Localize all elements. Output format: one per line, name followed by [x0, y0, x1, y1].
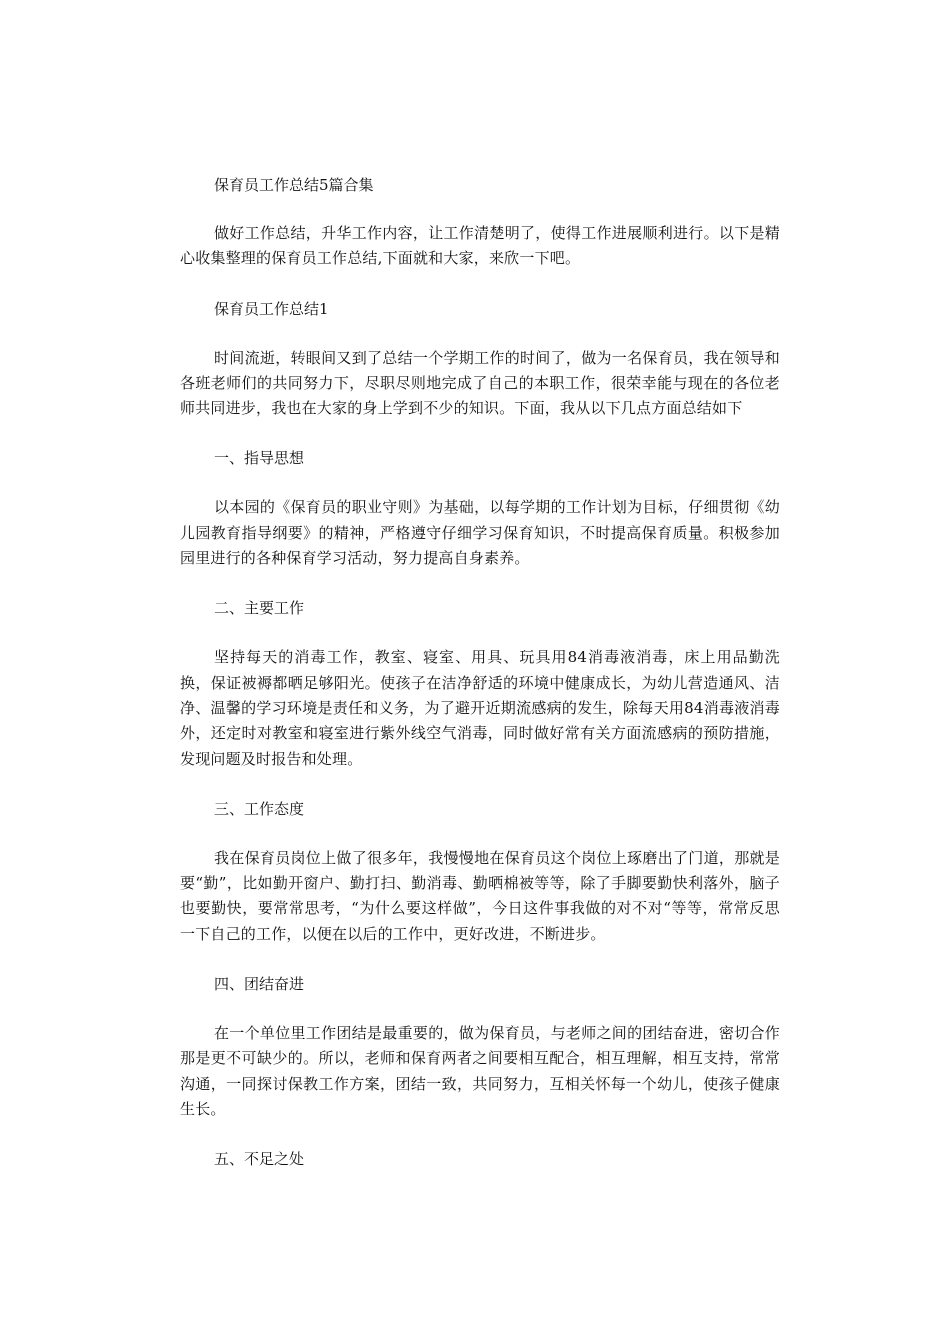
section-body-main-work: 坚持每天的消毒工作，教室、寝室、用具、玩具用84消毒液消毒，床上用品勤洗换，保证被褥都晒足够阳光。使孩子在洁净舒适的环境中健康成长，为幼儿营造通风、洁净、温馨的学习环境是责任和义务，为了避开近期流感病的发生，除每天用84消毒液消毒外，还定时对教室和寝室进行紫外线空气消毒，同时做好常有关方面流感病的预防措施，发现问题及时报告和处理。 [180, 648, 780, 768]
section-heading-shortcomings: 五、不足之处 [214, 1150, 305, 1169]
section-heading-main-work: 二、主要工作 [214, 599, 305, 618]
intro-paragraph: 做好工作总结，升华工作内容，让工作清楚明了，使得工作进展顺利进行。以下是精心收集整理的保育员工作总结,下面就和大家，来欣一下吧。 [180, 224, 780, 268]
opening-paragraph: 时间流逝，转眼间又到了总结一个学期工作的时间了，做为一名保育员，我在领导和各班老师们的共同努力下，尽职尽则地完成了自己的本职工作，很荣幸能与现在的各位老师共同进步，我也在大家的身上学到不少的知识。下面，我从以下几点方面总结如下 [180, 348, 780, 418]
section-body-guiding-thought: 以本园的《保育员的职业守则》为基础，以每学期的工作计划为目标，仔细贯彻《幼儿园教育指导纲要》的精神，严格遵守仔细学习保育知识，不时提高保育质量。积极参加园里进行的各种保育学习活动，努力提高自身素养。 [180, 498, 780, 568]
section-body-work-attitude: 我在保育员岗位上做了很多年，我慢慢地在保育员这个岗位上琢磨出了门道，那就是要“勤”，比如勤开窗户、勤打扫、勤消毒、勤晒棉被等等，除了手脚要勤快利落外，脑子也要勤快，要常常思考，“为什么要这样做”，今日这件事我做的对不对“等等，常常反思一下自己的工作，以便在以后的工作中，更好改进，不断进步。 [180, 848, 780, 943]
section-title: 保育员工作总结1 [214, 299, 329, 318]
section-heading-teamwork: 四、团结奋进 [214, 975, 305, 994]
section-body-teamwork: 在一个单位里工作团结是最重要的，做为保育员，与老师之间的团结奋进，密切合作那是更不可缺少的。所以，老师和保育两者之间要相互配合，相互理解，相互支持，常常沟通，一同探讨保教工作方案，团结一致，共同努力，互相关怀每一个幼儿，使孩子健康生长。 [180, 1024, 780, 1118]
section-heading-guiding-thought: 一、指导思想 [214, 449, 305, 468]
document-title: 保育员工作总结5篇合集 [214, 176, 374, 194]
document-body [180, 172, 780, 1172]
section-heading-work-attitude: 三、工作态度 [214, 799, 305, 818]
